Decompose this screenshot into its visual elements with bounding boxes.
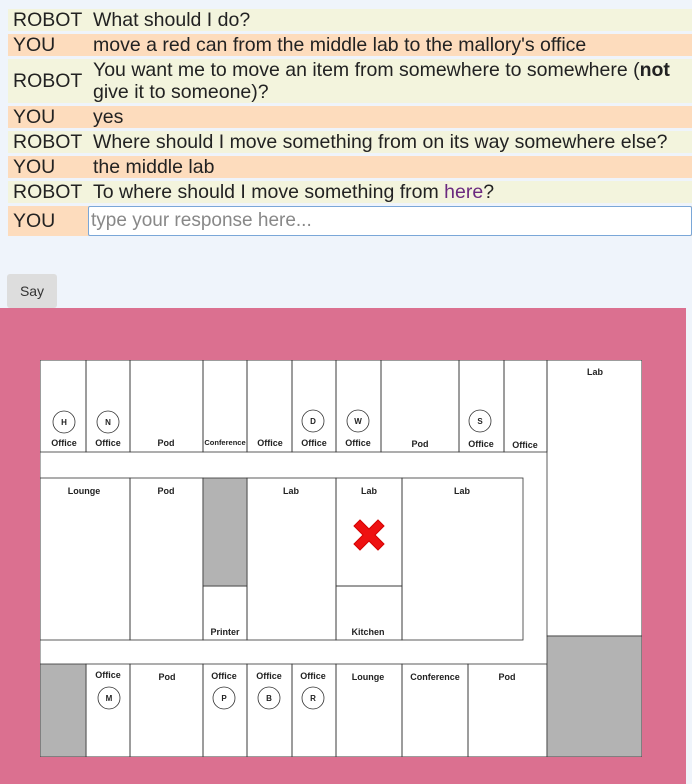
dialog-row [8,59,692,103]
room-label: Office [95,670,121,680]
speaker-label: ROBOT [8,9,88,31]
message-text: move a red can from the middle lab to the mallory's office [88,34,692,56]
badge-letter: R [310,694,316,703]
room-label: Pod [411,439,429,449]
message-text: yes [88,106,692,128]
badge-letter: D [310,417,316,426]
room-label: Office [301,438,327,448]
room-label: Lab [586,367,604,377]
room-label: Conference [410,672,460,682]
room-label: Office [256,671,282,681]
badge-letter: N [105,418,111,427]
message-text-part: ? [483,181,495,203]
room-label: Conference [204,438,246,447]
blocked-area [40,664,86,757]
speaker-label: YOU [8,156,88,178]
badge-letter: S [477,417,483,426]
message-text: the middle lab [88,156,692,178]
badge-letter: W [354,417,362,426]
room-label: Lounge [67,486,101,496]
blocked-area [203,478,247,586]
speaker-label: ROBOT [8,181,88,203]
room-label: Office [257,438,283,448]
badge-letter: M [105,694,113,703]
message-text-part: give it to someone)? [93,81,269,103]
room-label: Kitchen [351,627,385,637]
here-link[interactable]: here [444,181,484,203]
room-label: Lab [453,486,471,496]
speaker-label: YOU [8,34,88,56]
input-row [8,206,692,236]
speaker-label: ROBOT [8,131,88,153]
dialog-table [8,6,692,239]
room-label: Printer [210,627,240,637]
dialog-row [8,181,692,203]
dialog-row [8,131,692,153]
map-panel [0,308,686,784]
selected-location-x-icon [354,520,384,550]
message-text [88,181,692,203]
room-label: Office [95,438,121,448]
message-text [88,59,692,103]
room-label: Office [211,671,237,681]
room-label: Lab [360,486,378,496]
say-button[interactable]: Say [7,274,57,308]
message-emphasis: not [639,59,670,81]
room-label: Office [345,438,371,448]
room-pod[interactable] [130,478,203,640]
badge-letter: B [266,694,272,703]
message-text-part: To where should I move something from [93,181,445,203]
message-text: Where should I move something from on its way somewhere else? [88,131,692,153]
floor-map[interactable] [40,360,642,757]
response-input[interactable] [88,206,692,236]
dialog-row [8,106,692,128]
room-lab[interactable] [402,478,523,640]
badge-letter: H [61,418,67,427]
room-lounge[interactable] [40,478,130,640]
room-label: Pod [498,672,516,682]
room-label: Lounge [351,672,385,682]
blocked-area [547,636,642,757]
speaker-label: YOU [8,106,88,128]
room-lab-east[interactable] [547,360,642,636]
speaker-label: ROBOT [8,59,88,103]
dialog-row [8,9,692,31]
room-label: Pod [158,672,176,682]
room-label: Lab [282,486,300,496]
message-text: What should I do? [88,9,692,31]
message-text-part: You want me to move an item from somewhere to somewhere ( [93,59,640,81]
room-label: Office [512,440,538,450]
room-lab[interactable] [247,478,336,640]
room-office[interactable] [504,360,547,452]
speaker-label: YOU [8,206,88,236]
room-label: Office [468,439,494,449]
room-label: Pod [157,486,175,496]
room-label: Pod [157,438,175,448]
dialog-row [8,34,692,56]
room-label: Office [300,671,326,681]
badge-letter: P [221,694,227,703]
room-label: Office [51,438,77,448]
dialog-row [8,156,692,178]
